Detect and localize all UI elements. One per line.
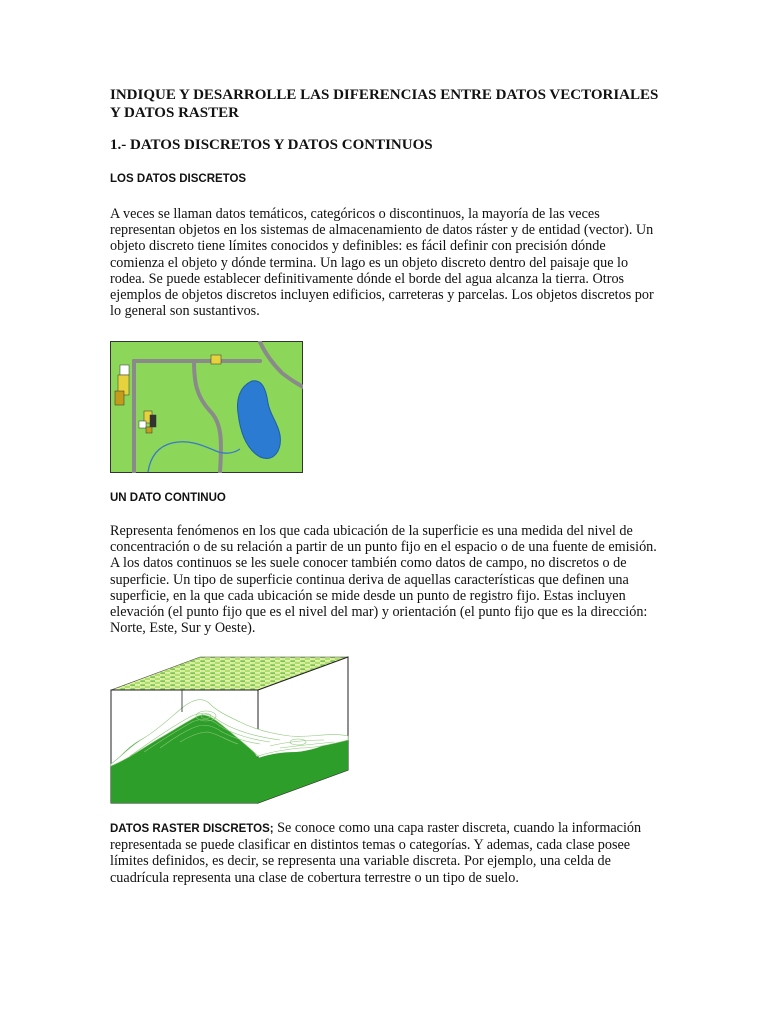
continuous-data-heading: UN DATO CONTINUO xyxy=(110,492,226,504)
raster-discrete-text: Se conoce como una capa raster discreta, cuando la información representada se puede clasificar en distintos temas o categorías. Y ademas, cada clase posee límites definidos, es decir, se representa una variable discreta. Por ejemplo, una celda de cuadrícula representa una clase de cobertura terrestre o un tipo de suelo. xyxy=(110,820,642,886)
discrete-data-paragraph: A veces se llaman datos temáticos, categóricos o discontinuos, la mayoría de las veces representan objetos en los sistemas de almacenamiento de datos ráster y de entidad (vector). Un objeto discreto tiene límites conocidos y definibles: es fácil definir con precisión dónde comienza el objeto y dónde termina. Un lago es un objeto discreto dentro del paisaje que lo rodea. Se puede establecer definitivamente dónde el borde del agua alcanza la tierra. Otros ejemplos de objetos discretos incluyen edificios, carreteras y parcelas. Los objetos discretos por lo general son sustantivos. xyxy=(110,206,654,320)
raster-discrete-heading: DATOS RASTER DISCRETOS; xyxy=(110,823,274,835)
discrete-data-heading: LOS DATOS DISCRETOS xyxy=(110,173,247,185)
section-heading: 1.- DATOS DISCRETOS Y DATOS CONTINUOS xyxy=(110,137,433,153)
document-title: INDIQUE Y DESARROLLE LAS DIFERENCIAS ENTRE DATOS VECTORIALES Y DATOS RASTER xyxy=(110,87,659,121)
raster-discrete-paragraph xyxy=(110,820,658,886)
continuous-data-paragraph: Representa fenómenos en los que cada ubicación de la superficie es una medida del nivel de concentración o de su relación a partir de un punto fijo en el espacio o de una fuente de emisión. A los datos continuos se les suele conocer también como datos de campo, no discretos o de superficie. Un tipo de superficie continua deriva de aquellas características que definen una superficie, en la que cada ubicación se mide desde un punto de registro fijo. Estas incluyen elevación (el punto fijo que es el nivel del mar) y orientación (el punto fijo que es la dirección: Norte, Este, Sur y Oeste). xyxy=(110,523,657,637)
continuous-surface-block-figure xyxy=(110,656,350,804)
discrete-objects-map-figure xyxy=(110,341,303,473)
